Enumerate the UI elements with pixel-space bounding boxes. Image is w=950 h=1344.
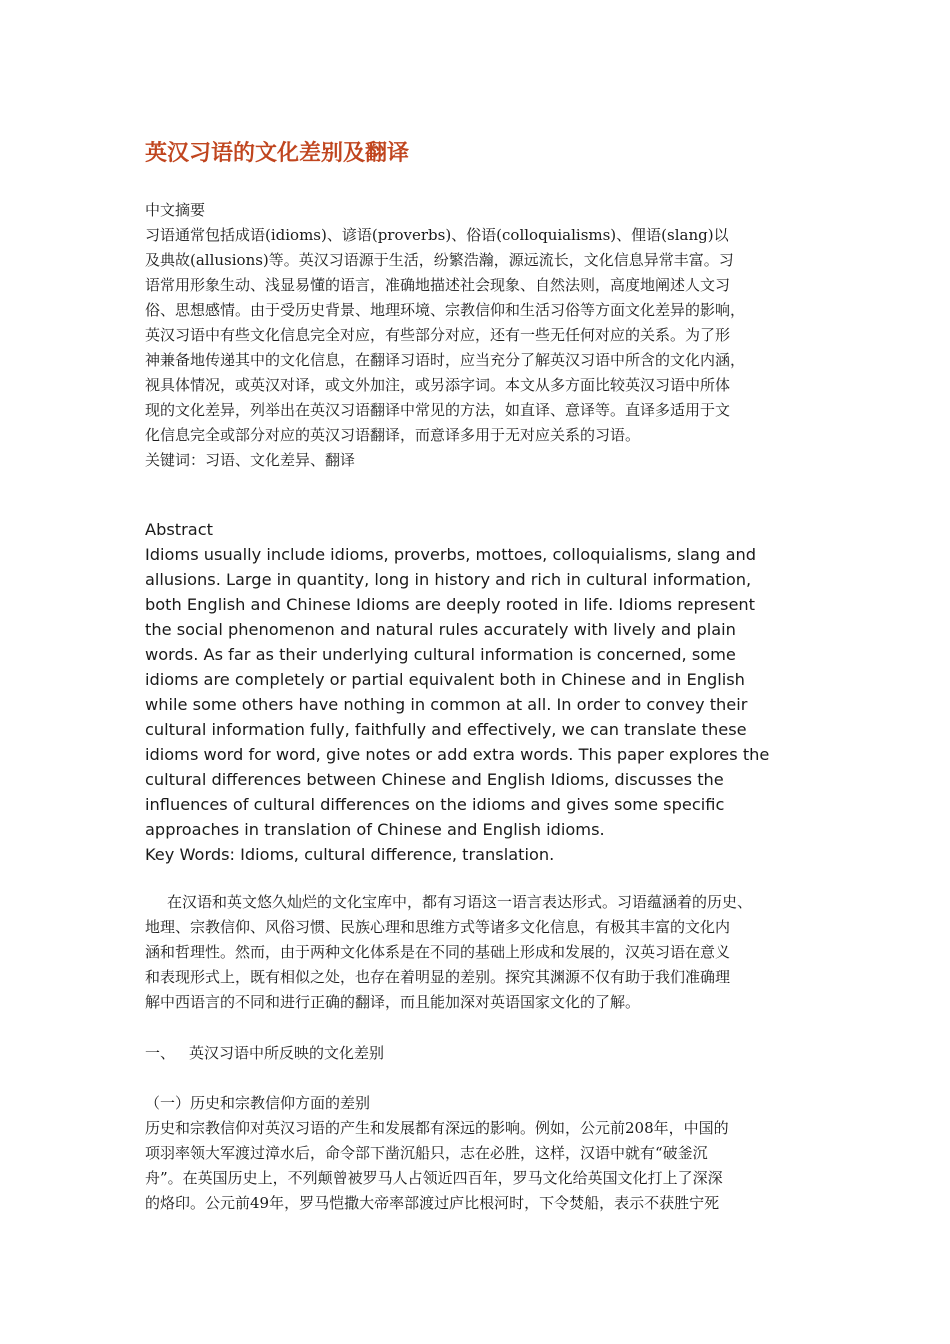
section-number: 一、 xyxy=(145,1044,176,1062)
intro-paragraph xyxy=(145,890,825,1015)
chinese-abstract xyxy=(145,198,825,473)
document-title: 英汉习语的文化差别及翻译 xyxy=(145,141,410,166)
intro-line: 和表现形式上，既有相似之处，也存在着明显的差别。探究其渊源不仅有助于我们准确理 xyxy=(145,968,731,986)
chinese-abstract-line: 视具体情况，或英汉对译，或文外加注，或另添字词。本文从多方面比较英汉习语中所体 xyxy=(145,376,731,394)
english-abstract-line: approaches in translation of Chinese and English idioms. xyxy=(145,820,605,839)
intro-line: 在汉语和英文悠久灿烂的文化宝库中，都有习语这一语言表达形式。习语蕴涵着的历史、 xyxy=(167,893,753,911)
subsection-line: 舟”。在英国历史上，不列颠曾被罗马人占领近四百年，罗马文化给英国文化打上了深深 xyxy=(145,1169,723,1187)
english-abstract-line: cultural differences between Chinese and English Idioms, discusses the xyxy=(145,770,724,789)
english-abstract-line: allusions. Large in quantity, long in history and rich in cultural information, xyxy=(145,570,752,589)
english-abstract-line: cultural information fully, faithfully and effectively, we can translate these xyxy=(145,720,747,739)
chinese-abstract-line: 语常用形象生动、浅显易懂的语言，准确地描述社会现象、自然法则，高度地阐述人文习 xyxy=(145,276,731,294)
intro-line: 地理、宗教信仰、风俗习惯、民族心理和思维方式等诸多文化信息，有极其丰富的文化内 xyxy=(145,918,731,936)
section-heading xyxy=(145,1041,825,1066)
chinese-abstract-line: 及典故(allusions)等。英汉习语源于生活，纷繁浩瀚，源远流长，文化信息异常丰富。习 xyxy=(145,251,734,269)
chinese-abstract-heading: 中文摘要 xyxy=(145,201,206,219)
english-abstract-line: the social phenomenon and natural rules accurately with lively and plain xyxy=(145,620,736,639)
section-title: 英汉习语中所反映的文化差别 xyxy=(189,1044,385,1062)
english-keywords: Key Words: Idioms, cultural difference, translation. xyxy=(145,845,555,864)
chinese-abstract-line: 神兼备地传递其中的文化信息，在翻译习语时，应当充分了解英汉习语中所含的文化内涵， xyxy=(145,351,746,369)
chinese-keywords: 关键词：习语、文化差异、翻译 xyxy=(145,451,356,469)
english-abstract xyxy=(145,517,825,867)
english-abstract-line: both English and Chinese Idioms are deeply rooted in life. Idioms represent xyxy=(145,595,756,614)
english-abstract-line: Idioms usually include idioms, proverbs, mottoes, colloquialisms, slang and xyxy=(145,545,757,564)
subsection xyxy=(145,1091,825,1216)
subsection-line: 项羽率领大军渡过漳水后，命令部下凿沉船只，志在必胜，这样，汉语中就有“破釜沉 xyxy=(145,1144,708,1162)
chinese-abstract-line: 俗、思想感情。由于受历史背景、地理环境、宗教信仰和生活习俗等方面文化差异的影响， xyxy=(145,301,746,319)
english-abstract-line: while some others have nothing in common at all. In order to convey their xyxy=(145,695,748,714)
chinese-abstract-line: 英汉习语中有些文化信息完全对应，有些部分对应，还有一些无任何对应的关系。为了形 xyxy=(145,326,731,344)
chinese-abstract-line: 现的文化差异，列举出在英汉习语翻译中常见的方法，如直译、意译等。直译多适用于文 xyxy=(145,401,731,419)
english-abstract-line: idioms word for word, give notes or add extra words. This paper explores the xyxy=(145,745,770,764)
intro-line: 解中西语言的不同和进行正确的翻译，而且能加深对英语国家文化的了解。 xyxy=(145,993,641,1011)
subsection-heading: （一）历史和宗教信仰方面的差别 xyxy=(145,1094,371,1112)
chinese-abstract-line: 化信息完全或部分对应的英汉习语翻译，而意译多用于无对应关系的习语。 xyxy=(145,426,641,444)
english-abstract-line: idioms are completely or partial equivalent both in Chinese and in English xyxy=(145,670,745,689)
subsection-line: 的烙印。公元前49年，罗马恺撒大帝率部渡过庐比根河时，下令焚船，表示不获胜宁死 xyxy=(145,1194,720,1212)
english-abstract-line: influences of cultural differences on the idioms and gives some specific xyxy=(145,795,725,814)
subsection-line: 历史和宗教信仰对英汉习语的产生和发展都有深远的影响。例如，公元前208年，中国的 xyxy=(145,1119,729,1137)
chinese-abstract-line: 习语通常包括成语(idioms)、谚语(proverbs)、俗语(colloquialisms)、俚语(slang)以 xyxy=(145,226,729,244)
intro-line: 涵和哲理性。然而，由于两种文化体系是在不同的基础上形成和发展的，汉英习语在意义 xyxy=(145,943,731,961)
english-abstract-heading: Abstract xyxy=(145,520,213,539)
english-abstract-line: words. As far as their underlying cultural information is concerned, some xyxy=(145,645,736,664)
